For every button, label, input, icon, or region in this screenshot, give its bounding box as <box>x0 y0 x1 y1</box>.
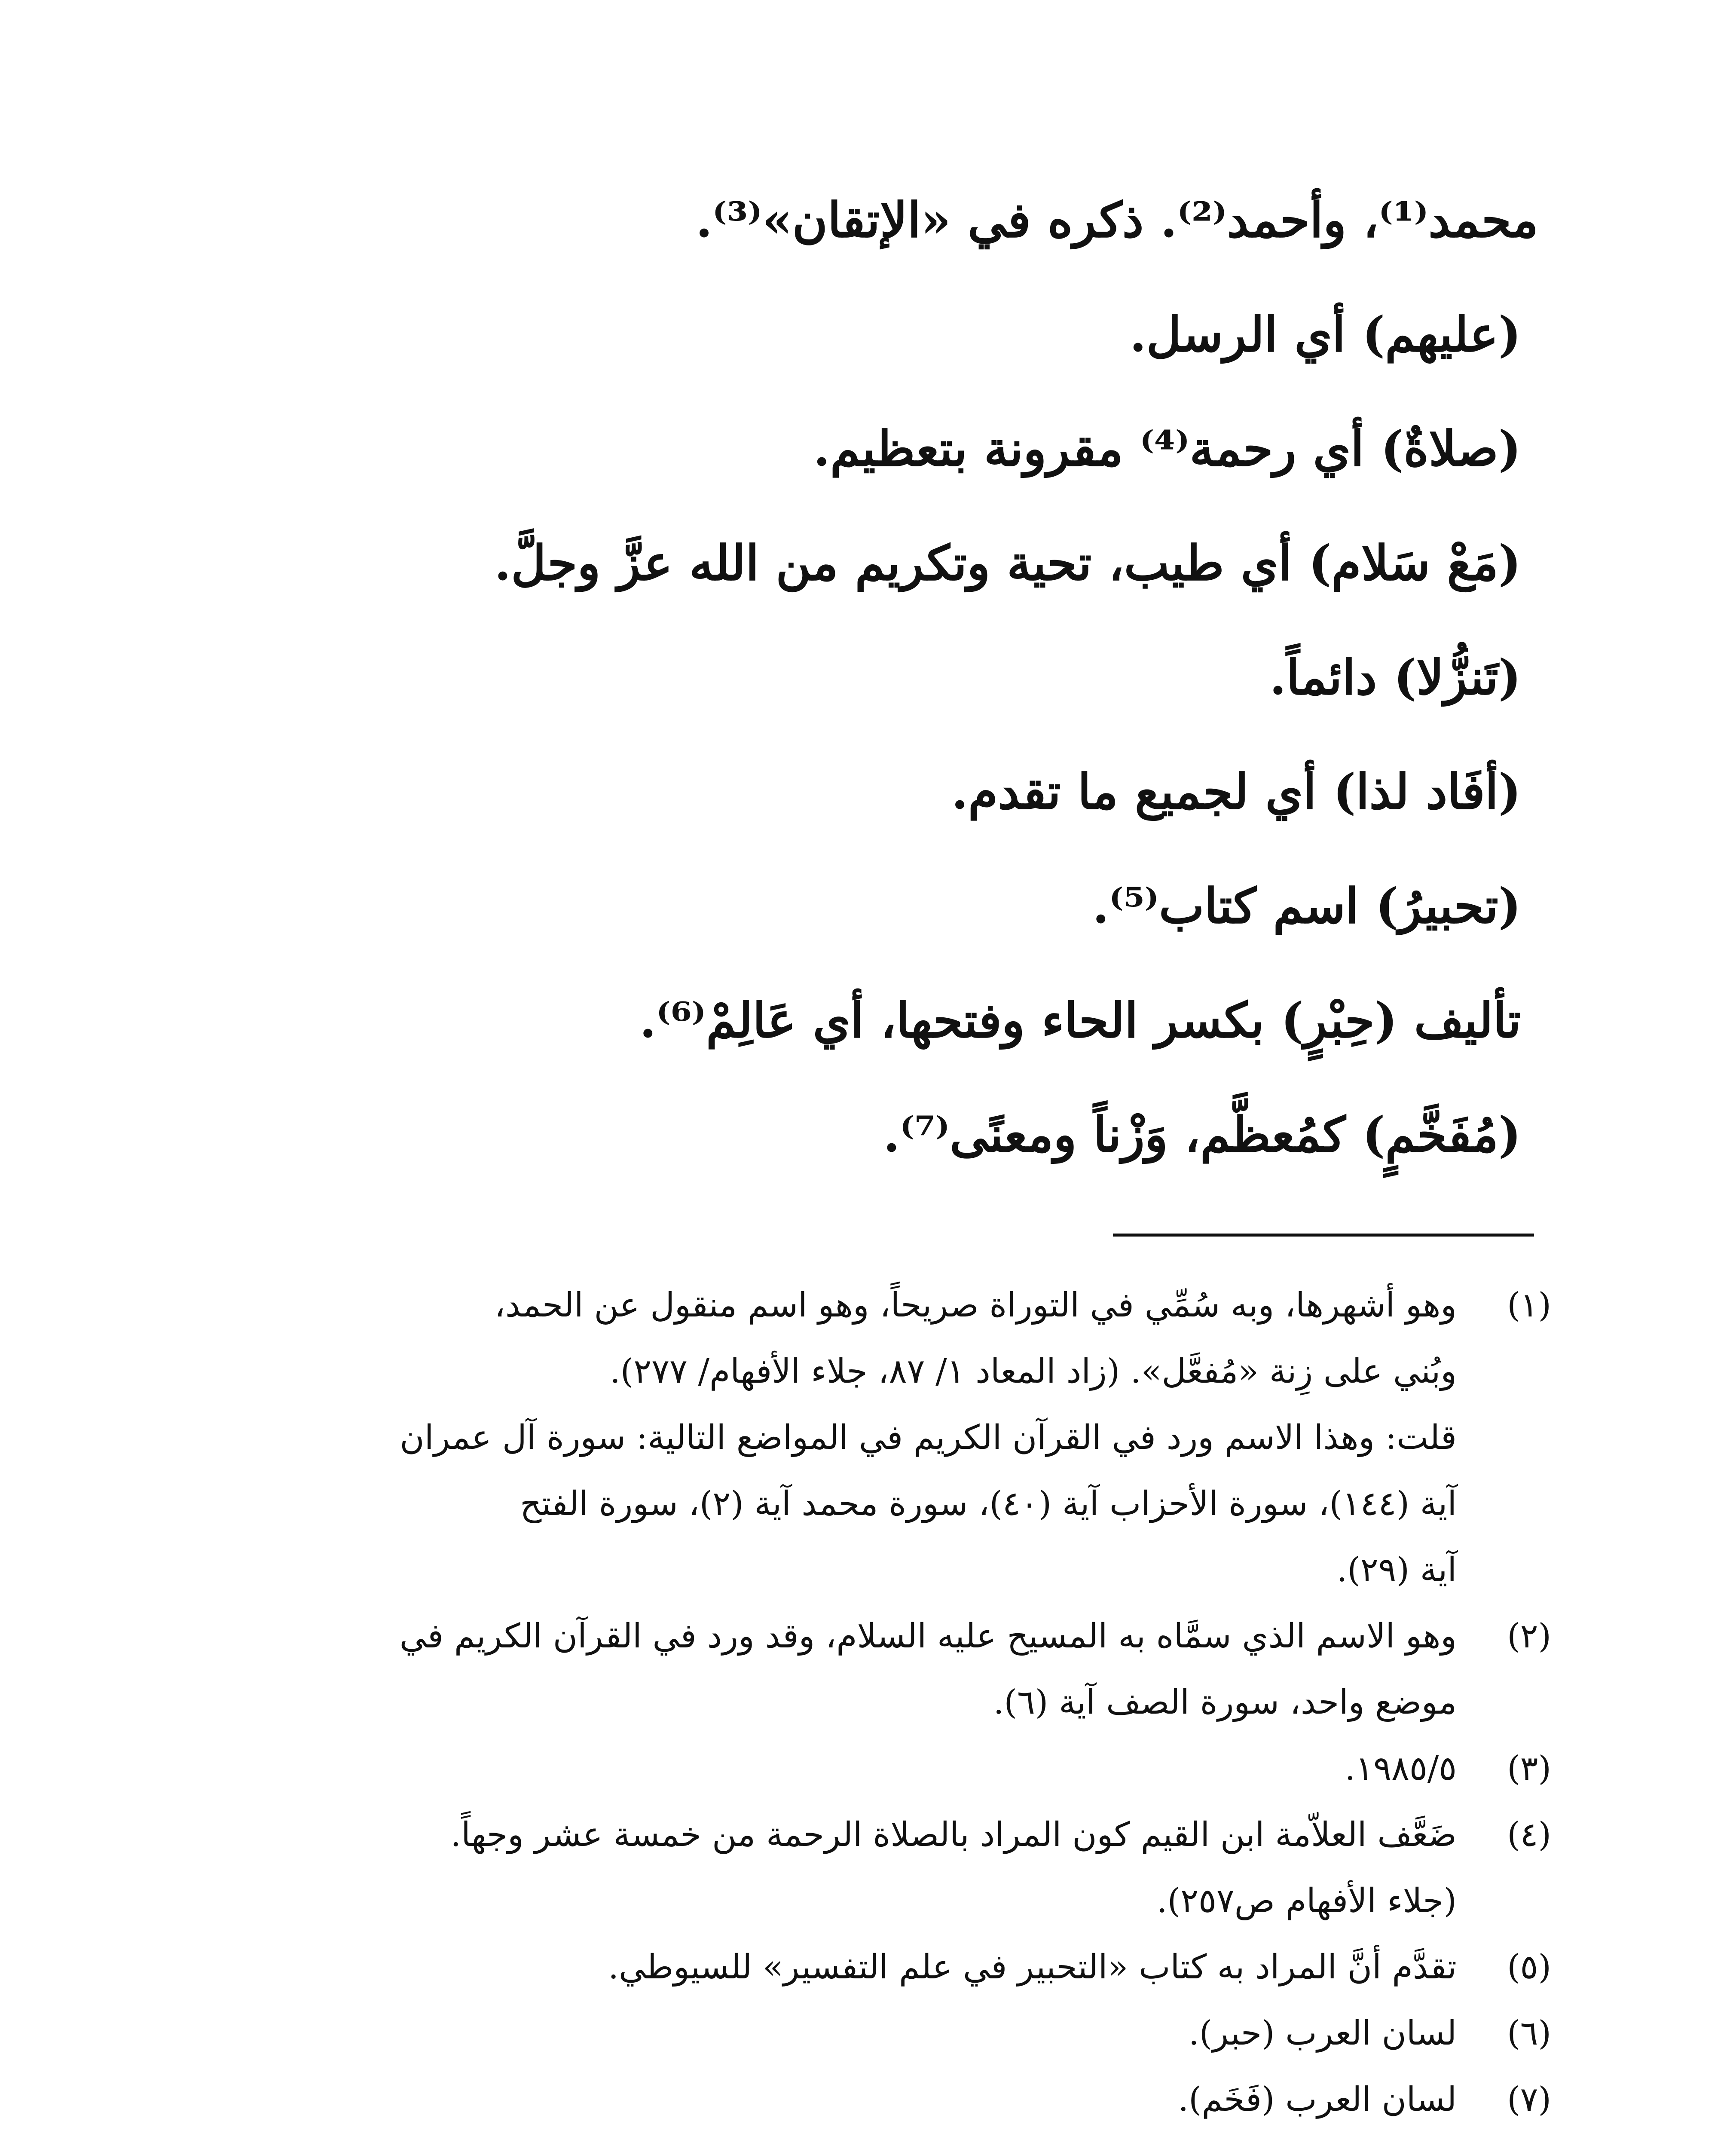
footnote-4 <box>211 1802 1551 1934</box>
footnote-1 <box>211 1272 1551 1603</box>
footnote-line: وهو أشهرها، وبه سُمِّي في التوراة صريحاً، وهو اسم منقول عن الحمد، <box>494 1286 1457 1325</box>
footnote-number: (١) <box>1507 1286 1551 1325</box>
footnote-line: قلت: وهذا الاسم ورد في القرآن الكريم في المواضع التالية: سورة آل عمران <box>400 1418 1457 1457</box>
footnote-text <box>211 1736 1457 1802</box>
footnote-line: (جلاء الأفهام ص٢٥٧). <box>1156 1882 1457 1920</box>
footnote-3 <box>211 1736 1551 1802</box>
main-line: (عليهم) أي الرسل. <box>1129 306 1521 363</box>
footnote-line: موضع واحد، سورة الصف آية (٦). <box>993 1683 1457 1722</box>
footnote-line: تقدَّم أنَّ المراد به كتاب «التحبير في علم التفسير» للسيوطي. <box>608 1948 1457 1987</box>
footnote-7 <box>211 2066 1551 2133</box>
main-line: محمد⁽¹⁾، وأحمد⁽²⁾. ذكره في «الإتقان»⁽³⁾. <box>695 192 1538 248</box>
main-line: (تَنزُّلا) دائماً. <box>1269 649 1521 706</box>
footnote-line: آية (٢٩). <box>1336 1551 1457 1589</box>
main-line: (أفَاد لذا) أي لجميع ما تقدم. <box>951 764 1521 820</box>
footnote-number: (٥) <box>1507 1948 1551 1987</box>
footnote-text <box>211 2066 1457 2133</box>
footnote-line: آية (١٤٤)، سورة الأحزاب آية (٤٠)، سورة محمد آية (٢)، سورة الفتح <box>520 1485 1457 1523</box>
footnote-number: (٤) <box>1507 1815 1551 1854</box>
footnotes <box>211 1272 1551 2133</box>
footnote-line: وبُني على زِنة «مُفعَّل». (زاد المعاد ١/ ٨٧، جلاء الأفهام/ ٢٧٧). <box>609 1352 1457 1391</box>
footnote-2 <box>211 1603 1551 1736</box>
footnote-line: لسان العرب (حبر). <box>1189 2014 1457 2053</box>
footnote-line: لسان العرب (فَخَم). <box>1178 2080 1457 2119</box>
footnote-line: وهو الاسم الذي سمَّاه به المسيح عليه السلام، وقد ورد في القرآن الكريم في <box>399 1617 1457 1656</box>
footnote-5 <box>211 1934 1551 2000</box>
footnote-divider <box>1113 1234 1534 1237</box>
main-line: (مَعْ سَلام) أي طيب، تحية وتكريم من الله عزَّ وجلَّ. <box>494 535 1521 591</box>
footnote-6 <box>211 2000 1551 2066</box>
footnote-text <box>211 2000 1457 2066</box>
main-line: (صلاةٌ) أي رحمة⁽⁴⁾ مقرونة بتعظيم. <box>813 421 1521 477</box>
main-line: (تحبيرُ) اسم كتاب⁽⁵⁾. <box>1092 878 1521 934</box>
footnote-number: (٣) <box>1507 1749 1551 1788</box>
footnote-number: (٦) <box>1507 2014 1551 2053</box>
footnote-line: ضَعَّف العلاّمة ابن القيم كون المراد بالصلاة الرحمة من خمسة عشر وجهاً. <box>450 1815 1457 1854</box>
footnote-text <box>211 1603 1457 1736</box>
main-line: (مُفَخَّمٍ) كمُعظَّم، وَزْناً ومعنًى⁽⁷⁾. <box>883 1107 1521 1163</box>
footnote-text <box>211 1802 1457 1934</box>
main-text <box>189 163 1538 1192</box>
footnote-line: ١٩٨٥/٥. <box>1345 1749 1457 1788</box>
footnote-number: (٢) <box>1507 1617 1551 1656</box>
footnote-text <box>211 1934 1457 2000</box>
main-line: تأليف (حِبْرٍ) بكسر الحاء وفتحها، أي عَالِمْ⁽⁶⁾. <box>639 992 1521 1049</box>
footnote-number: (٧) <box>1507 2080 1551 2119</box>
footnote-text <box>211 1272 1457 1603</box>
